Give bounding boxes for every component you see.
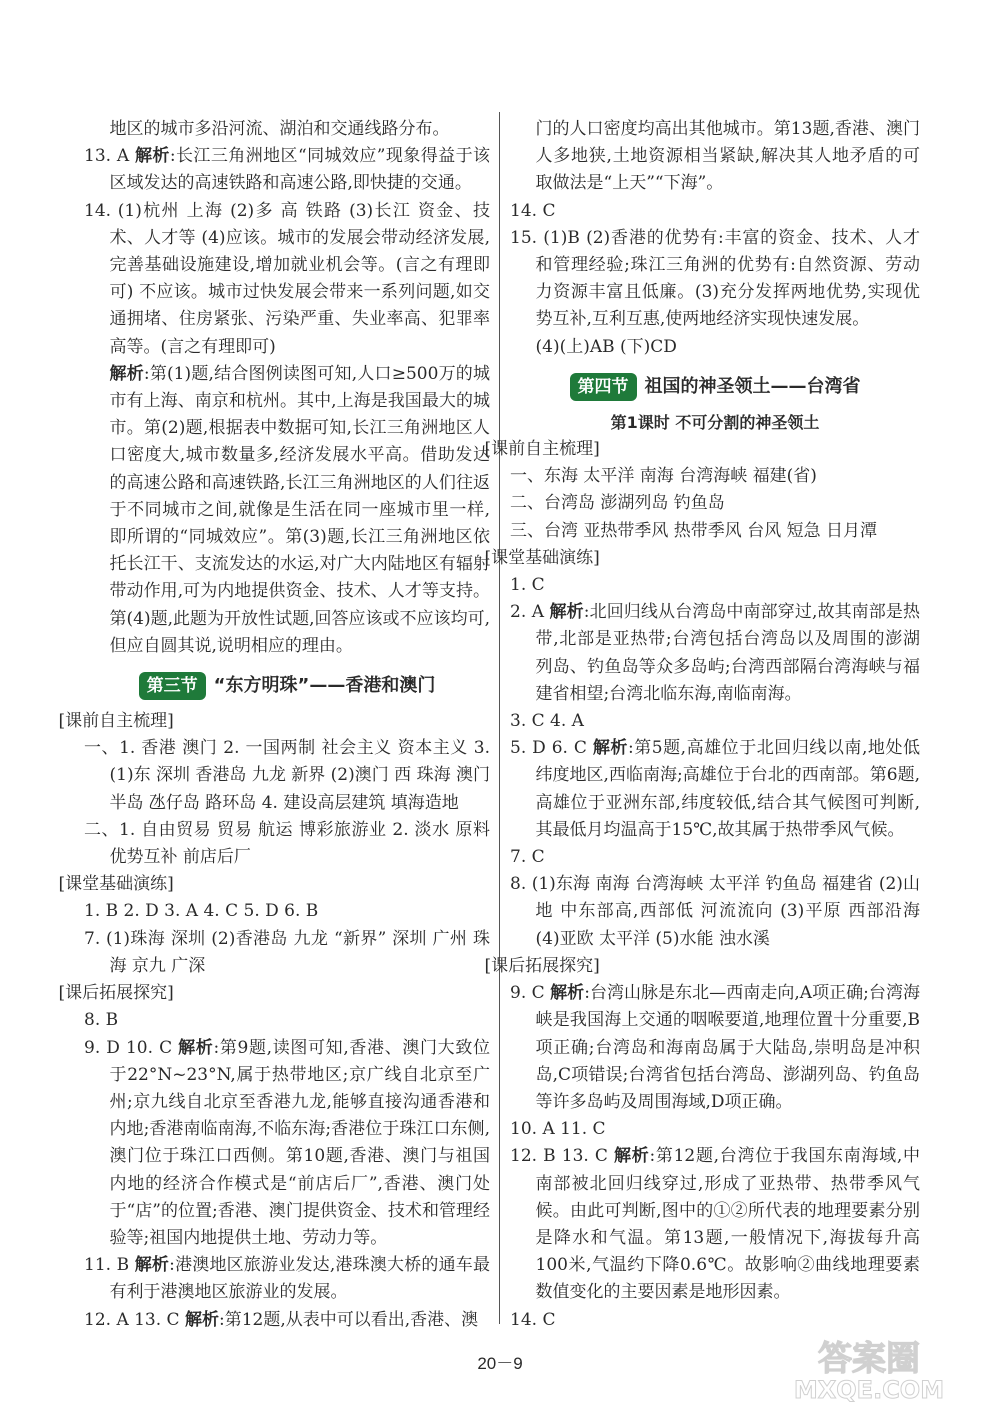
paragraph-text: 13. A [84, 146, 135, 167]
answer-paragraph: 8. (1)东海 南海 台湾海峡 太平洋 钓鱼岛 福建省 (2)山地 中东部高,西部低 河流流向 (3)平原 西部沿海 (4)亚欧 太平洋 (5)水能 浊水溪 [510, 874, 920, 949]
answer-paragraph [84, 1252, 490, 1306]
paragraph-text: :长江三角洲地区“同城效应”现象得益于该区域发达的高速铁路和高速公路,即快捷的交通。 [109, 146, 491, 194]
paragraph-text: 5. D 6. C [510, 738, 593, 759]
paragraph-text: :第(1)题,结合图例读图可知,人口≥500万的城市有上海、南京和杭州。其中,上海是我国最大的城市。第(2)题,根据表中数据可知,长江三角洲地区人口密度大,城市数量多,经济发展水平高。借助发达的高速公路和高速铁路,长江三角洲地区的人们往返于不同城市之间,就像是生活在同一座城市里一样,即所谓的“同城效应”。第(3)题,长江三角洲地区依托长江干、支流发达的水运,对广大内陆地区有辐射带动作用,可为内地提供资金、技术、人才等支持。第(4)题,此题为开放性试题,回答应该或不应该均可,但应自圆其说,说明相应的理由。 [109, 363, 491, 656]
answer-paragraph: (4)(上)AB (下)CD [535, 336, 677, 357]
section-tag: [课堂基础演练] [58, 874, 174, 895]
left-block-1 [84, 116, 490, 660]
analysis-label: 解析 [550, 983, 585, 1004]
answer-paragraph: 8. B [84, 1010, 119, 1031]
analysis-label: 解析 [614, 1146, 650, 1167]
answer-paragraph [84, 1035, 490, 1253]
section-tag: [课后拓展探究] [58, 983, 174, 1004]
answer-paragraph: 15. (1)B (2)香港的优势有:丰富的资金、技术、人才和管理经验;珠江三角洲的优势有:自然资源、劳动力资源丰富且低廉。(3)充分发挥两地优势,实现优势互补,互利互惠,使两地经济实现快速发展。 [510, 227, 920, 330]
paragraph-text: 12. B 13. C [510, 1146, 615, 1167]
section3-title: “东方明珠”——香港和澳门 [213, 675, 436, 697]
answer-paragraph [84, 143, 490, 197]
paragraph-text: :北回归线从台湾岛中南部穿过,故其南部是热带,北部是亚热带;台湾包括台湾岛以及周围的澎湖列岛、钓鱼岛等众多岛屿;台湾西部隔台湾海峡与福建省相望;台湾北临东海,南临南海。 [535, 602, 921, 704]
paragraph-text: :台湾山脉是东北—西南走向,A项正确;台湾海峡是我国海上交通的咽喉要道,地理位置十分重要,B项正确;台湾岛和海南岛属于大陆岛,崇明岛是冲积岛,C项错误;台湾省包括台湾岛、澎湖列岛、钓鱼岛等许多岛屿及周围海域,D项正确。 [535, 983, 920, 1112]
answer-paragraph: 1. C [510, 575, 545, 596]
section-tag: [课后拓展探究] [484, 955, 600, 976]
paragraph-text: 9. C [510, 983, 551, 1004]
answer-paragraph: 地区的城市多沿河流、湖泊和交通线路分布。 [109, 119, 450, 139]
answer-paragraph [510, 735, 920, 844]
section-tag: [课堂基础演练] [484, 547, 600, 568]
paragraph-text: :第12题,从表中可以看出,香港、澳 [218, 1309, 479, 1330]
section-tag: [课前自主梳理] [58, 711, 174, 732]
column-divider [499, 112, 500, 1324]
left-block-2 [58, 708, 491, 1334]
analysis-label: 解析 [549, 602, 584, 623]
watermark-text-main: 答案圈 [818, 1339, 920, 1379]
right-block-1 [510, 116, 920, 361]
right-column [484, 116, 921, 1334]
paragraph-text: 12. A 13. C [84, 1309, 185, 1330]
section4-title: 祖国的神圣领土——台湾省 [644, 376, 861, 398]
answer-paragraph: 3. C 4. A [510, 711, 584, 732]
section3-heading [84, 666, 490, 706]
right-block-2 [484, 436, 921, 1334]
answer-paragraph [510, 1143, 920, 1306]
analysis-label: 解析 [178, 1037, 214, 1058]
watermark-text-url: MXQE.COM [793, 1376, 945, 1404]
analysis-label: 解析 [109, 363, 144, 384]
answer-paragraph: 14. C [510, 200, 556, 221]
answer-paragraph: 二、1. 自由贸易 贸易 航运 博彩旅游业 2. 淡水 原料 优势互补 前店后厂 [84, 819, 490, 868]
answer-paragraph: 二、台湾岛 澎湖列岛 钓鱼岛 [510, 493, 725, 514]
paragraph-text: 2. A [510, 602, 550, 623]
answer-paragraph: 三、台湾 亚热带季风 热带季风 台风 短急 日月潭 [510, 520, 878, 541]
answer-paragraph: 一、东海 太平洋 南海 台湾海峡 福建(省) [510, 466, 817, 487]
answer-paragraph: 7. C [510, 847, 545, 868]
paragraph-text: :第9题,读图可知,香港、澳门大致位于22°N~23°N,属于热带地区;京广线自北京至广州;京九线自北京至香港九龙,能够直接沟通香港和内地;香港南临南海,不临东海;香港位于珠江口东侧,澳门位于珠江口西侧。第10题,香港、澳门与祖国内地的经济合作模式是“前店后厂”,香港、澳门处于“店”的位置;香港、澳门提供资金、技术和管理经验等;祖国内地提供土地、劳动力等。 [109, 1037, 490, 1248]
answer-paragraph [510, 599, 920, 708]
watermark-logo [754, 1334, 984, 1404]
answer-paragraph [84, 361, 490, 660]
answer-paragraph: 14. (1)杭州 上海 (2)多 高 铁路 (3)长江 资金、技术、人才等 (4)应该。城市的发展会带动经济发展,完善基础设施建设,增加就业机会等。(言之有理即可) 不应该。城市过快发展会带来一系列问题,如交通拥堵、住房紧张、污染严重、失业率高、犯罪率高等。(言之有理即可) [84, 200, 490, 357]
paragraph-text: :港澳地区旅游业发达,港珠澳大桥的通车最有利于港澳地区旅游业的发展。 [109, 1255, 491, 1303]
answer-paragraph: 1. B 2. D 3. A 4. C 5. D 6. B [84, 901, 319, 922]
paragraph-text: :第12题,台湾位于我国东南海域,中南部被北回归线穿过,形成了亚热带、热带季风气候。由此可判断,图中的①②所代表的地理要素分别是降水和气温。第13题,一般情况下,海拔每升高100米,气温约下降0.6℃。故影响②曲线地理要素数值变化的主要因素是地形因素。 [535, 1146, 920, 1303]
analysis-label: 解析 [184, 1309, 219, 1330]
paragraph-text: 11. B [84, 1255, 135, 1276]
left-column [58, 116, 491, 1334]
section-tag: [课前自主梳理] [484, 439, 600, 460]
answer-paragraph: 10. A 11. C [510, 1119, 606, 1140]
analysis-label: 解析 [134, 1255, 170, 1276]
answer-paragraph: 7. (1)珠海 深圳 (2)香港岛 九龙 “新界” 深圳 广州 珠海 京九 广深 [84, 928, 490, 976]
analysis-label: 解析 [592, 738, 628, 759]
page-number: 20－9 [477, 1354, 523, 1373]
section3-badge: 第三节 [139, 672, 206, 700]
answer-paragraph: 门的人口密度均高出其他城市。第13题,香港、澳门人多地狭,土地资源相当紧缺,解决其人地矛盾的可取做法是“上天”“下海”。 [535, 119, 920, 194]
section4-badge: 第四节 [570, 373, 637, 401]
lesson-subheading: 第1课时 不可分割的神圣领土 [610, 412, 820, 432]
answer-paragraph: 一、1. 香港 澳门 2. 一国两制 社会主义 资本主义 3. (1)东 深圳 香港岛 九龙 新界 (2)澳门 西 珠海 澳门半岛 氹仔岛 路环岛 4. 建设高层建筑 填海造地 [84, 738, 490, 813]
paragraph-text: 9. D 10. C [84, 1037, 179, 1058]
analysis-label: 解析 [134, 146, 170, 167]
answer-paragraph [510, 980, 920, 1116]
answer-paragraph: 14. C [510, 1309, 556, 1330]
paragraph-text: :第5题,高雄位于北回归线以南,地处低纬度地区,西临南海;高雄位于台北的西南部。第6题,高雄位于亚洲东部,纬度较低,结合其气候图可判断,其最低月均温高于15℃,故其属于热带季风气候。 [535, 738, 920, 840]
section4-heading [510, 367, 920, 407]
answer-paragraph [84, 1307, 490, 1334]
